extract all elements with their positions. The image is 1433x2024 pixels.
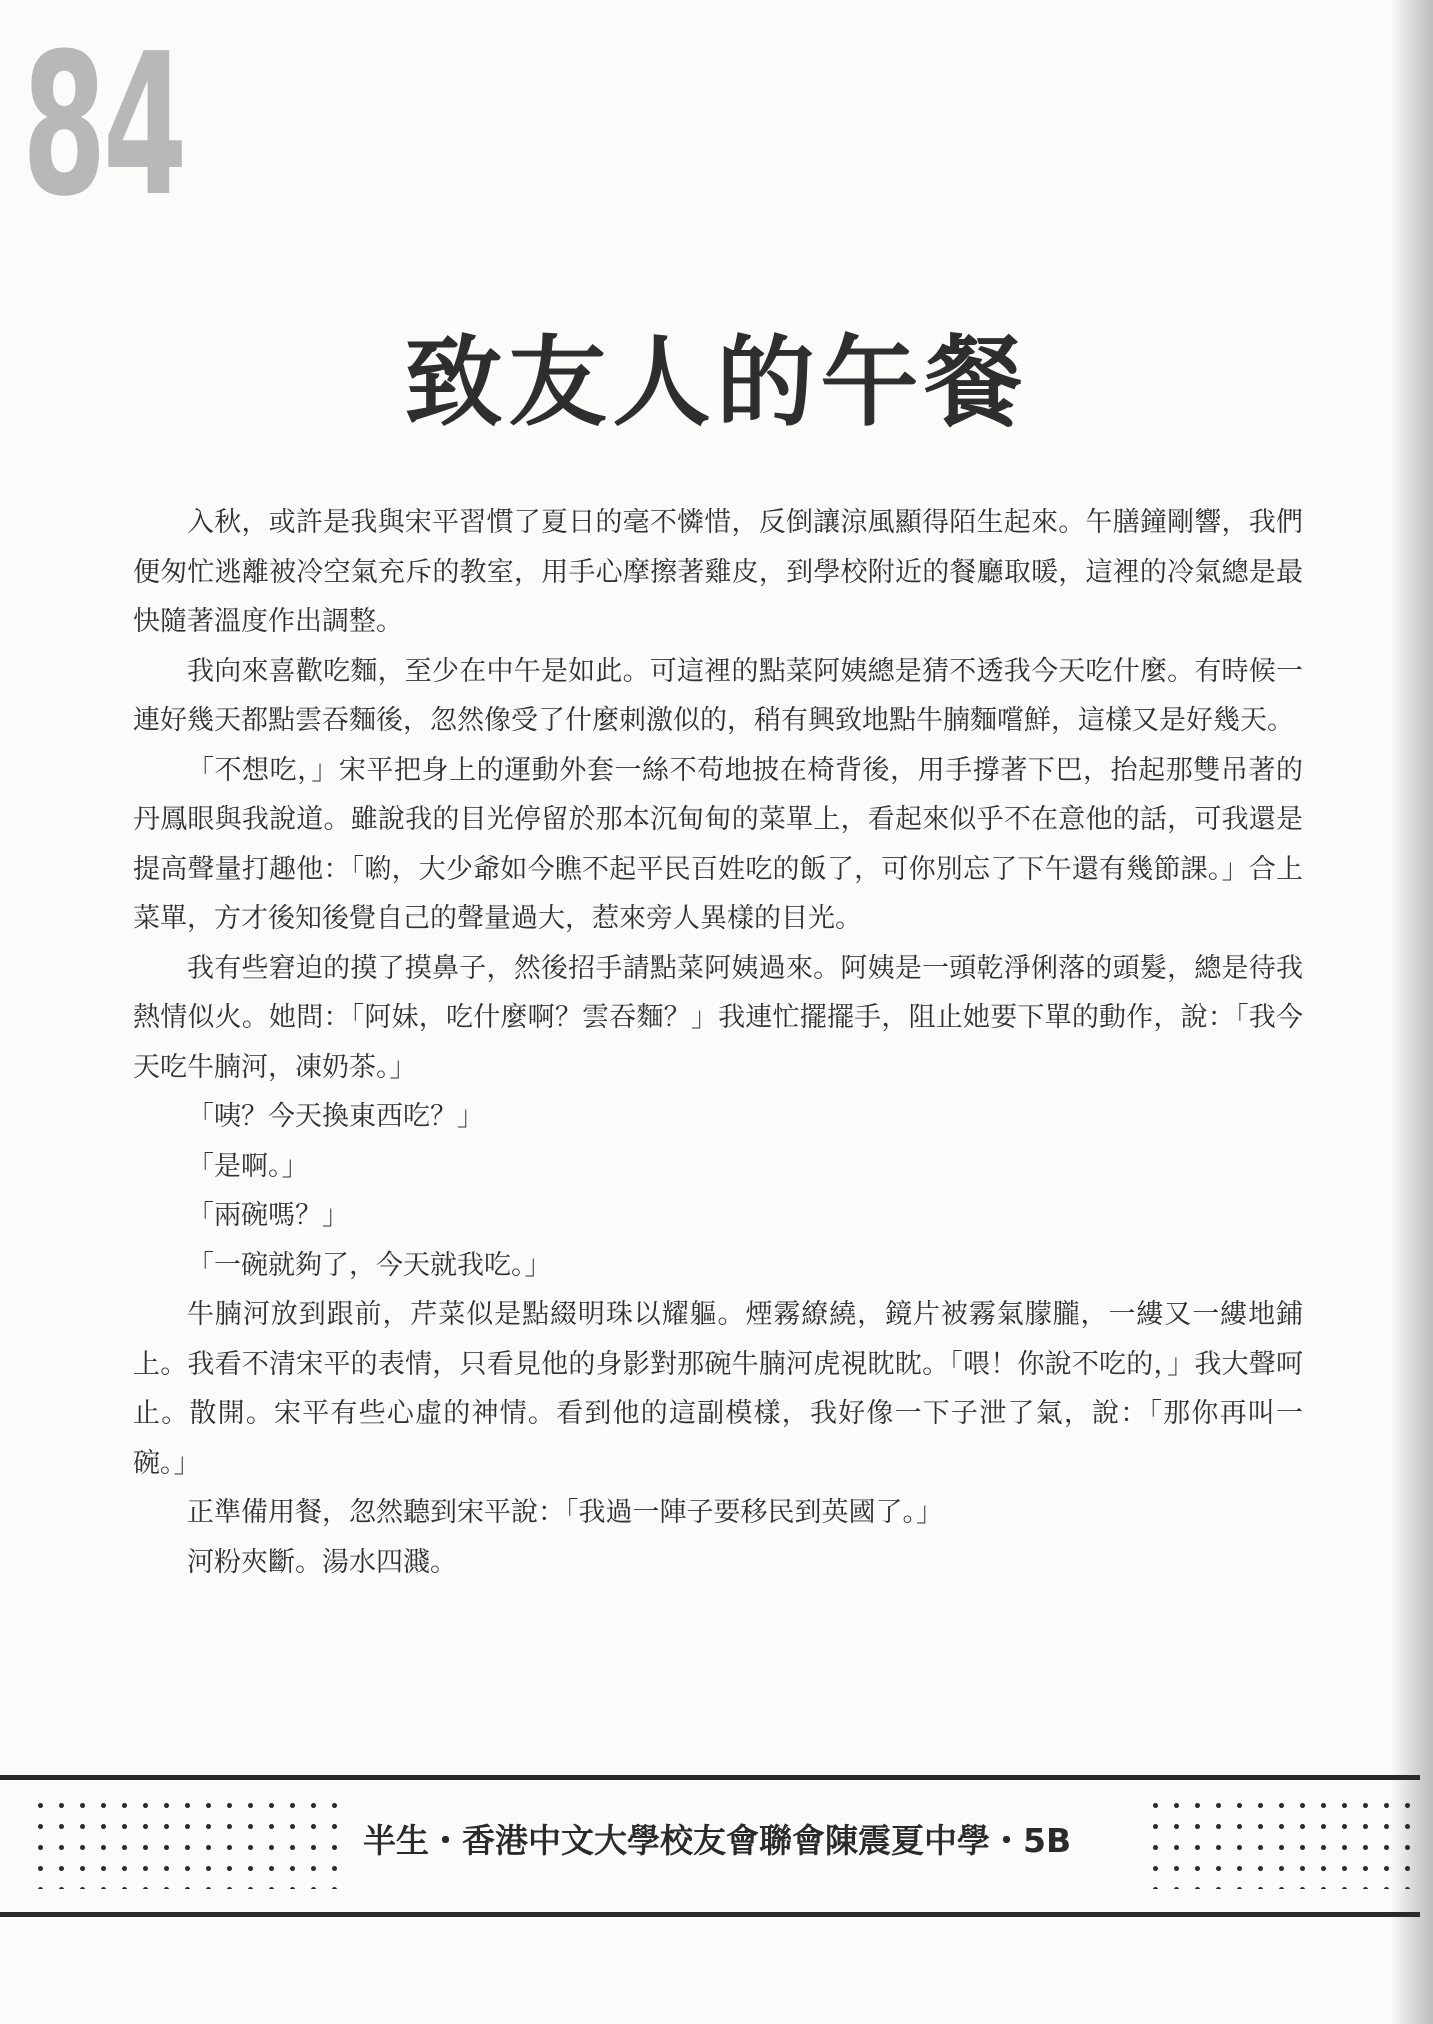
page-number: 84 [22, 12, 184, 240]
footer-rule-bottom [0, 1912, 1420, 1917]
dialog-line: 「兩碗嗎？」 [187, 1200, 349, 1231]
paragraph: 正準備用餐，忽然聽到宋平說：「我過一陣子要移民到英國了。」 [187, 1497, 943, 1528]
paragraph: 「不想吃，」宋平把身上的運動外套一絲不苟地披在椅背後，用手撐著下巴，抬起那雙吊著的丹鳳眼與我說道。雖說我的目光停留於那本沉甸甸的菜單上，看起來似乎不在意他的話，可我還是提高聲量打趣他：「喲，大少爺如今瞧不起平民百姓吃的飯了，可你別忘了下午還有幾節課。」合上菜單，方才後知後覺自己的聲量過大，惹來旁人異樣的目光。 [133, 754, 1303, 934]
dialog-line: 「咦？今天換東西吃？」 [187, 1101, 484, 1132]
footer-author-credit: 半生・香港中文大學校友會聯會陳震夏中學・5B [363, 1821, 1072, 1860]
footer-dot-pattern-right [1145, 1795, 1415, 1889]
page-edge-shadow [1391, 0, 1433, 2024]
dialog-line: 「是啊。」 [187, 1150, 309, 1182]
paragraph: 我有些窘迫的摸了摸鼻子，然後招手請點菜阿姨過來。阿姨是一頭乾淨俐落的頭髮，總是待我熱情似火。她問：「阿妹，吃什麼啊？雲吞麵？」我連忙擺擺手，阻止她要下單的動作，說：「我今天吃牛腩河，凍奶茶。」 [133, 952, 1303, 1083]
paragraph: 我向來喜歡吃麵，至少在中午是如此。可這裡的點菜阿姨總是猜不透我今天吃什麼。有時候一連好幾天都點雲吞麵後，忽然像受了什麼刺激似的，稍有興致地點牛腩麵嚐鮮，這樣又是好幾天。 [133, 655, 1303, 736]
dialog-line: 「一碗就夠了，今天就我吃。」 [187, 1249, 552, 1281]
footer-dot-pattern-left [30, 1795, 345, 1889]
footer-rule-top [0, 1775, 1420, 1780]
article-title: 致友人的午餐 [404, 326, 1029, 440]
article-body [133, 498, 1303, 1587]
paragraph: 牛腩河放到跟前，芹菜似是點綴明珠以耀軀。煙霧繚繞，鏡片被霧氣朦朧，一縷又一縷地鋪上。我看不清宋平的表情，只看見他的身影對那碗牛腩河虎視眈眈。「喂！你說不吃的，」我大聲呵止。散開。宋平有些心虛的神情。看到他的這副模樣，我好像一下子泄了氣，說：「那你再叫一碗。」 [133, 1299, 1303, 1479]
paragraph: 入秋，或許是我與宋平習慣了夏日的毫不憐惜，反倒讓涼風顯得陌生起來。午膳鐘剛響，我們便匆忙逃離被冷空氣充斥的教室，用手心摩擦著雞皮，到學校附近的餐廳取暖，這裡的冷氣總是最快隨著溫度作出調整。 [133, 507, 1303, 637]
paragraph: 河粉夾斷。湯水四濺。 [187, 1546, 457, 1578]
